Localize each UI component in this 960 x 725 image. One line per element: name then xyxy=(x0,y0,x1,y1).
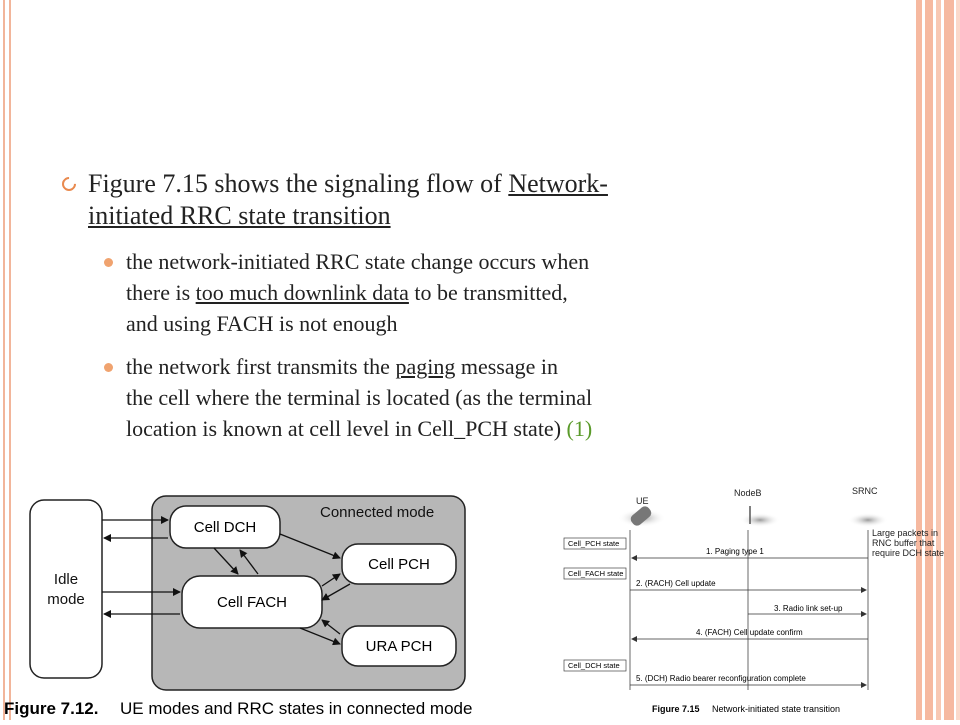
main-bullet xyxy=(62,168,842,232)
state-box-cell-fach-label: Cell_FACH state xyxy=(568,569,624,578)
entity-ue-label: UE xyxy=(636,496,649,506)
sub-bullet-1-line-1: the network-initiated RRC state change occurs when xyxy=(126,249,590,274)
note-line-1: Large packets in xyxy=(872,528,939,538)
message-3-label: 3. Radio link set-up xyxy=(774,604,843,613)
message-5-label: 5. (DCH) Radio bearer reconfiguration complete xyxy=(636,674,806,683)
figure-7-12-caption-text: UE modes and RRC states in connected mode xyxy=(120,699,473,718)
entity-srnc-label: SRNC xyxy=(852,486,878,496)
idle-mode-label-1: Idle xyxy=(53,571,79,588)
sub-bullet-1-line-3: and using FACH is not enough xyxy=(126,311,398,336)
state-cell-dch-label: Cell DCH xyxy=(193,519,257,536)
note-line-2: RNC buffer that xyxy=(872,538,935,548)
dot-bullet-icon xyxy=(104,363,113,372)
state-cell-pch-label: Cell PCH xyxy=(368,556,430,573)
figure-7-15-caption-text: Network-initiated state transition xyxy=(712,704,841,714)
rrc-state-diagram xyxy=(0,488,520,720)
sub-bullet-1-line-2-post: to be transmitted, xyxy=(408,280,568,305)
figure-7-15-caption-number: Figure 7.15 xyxy=(652,704,700,714)
figure-7-15 xyxy=(556,480,960,720)
figure-7-12 xyxy=(0,488,520,720)
state-box-cell-dch-label: Cell_DCH state xyxy=(568,661,620,670)
sub-bullet-1 xyxy=(104,246,842,339)
message-4-label: 4. (FACH) Cell update confirm xyxy=(696,628,803,637)
message-2-label: 2. (RACH) Cell update xyxy=(636,579,716,588)
idle-mode-label-2: mode xyxy=(47,591,85,608)
sub-bullet-2 xyxy=(104,351,842,444)
connected-mode-label: Connected mode xyxy=(320,504,435,521)
sub-bullet-2-line-2: the cell where the terminal is located (as the terminal xyxy=(126,385,593,410)
slide-content xyxy=(62,168,842,444)
figure-7-12-caption-number: Figure 7.12. xyxy=(4,699,99,718)
sub-bullet-2-line-1-pre: the network first transmits the xyxy=(126,354,396,379)
sub-bullet-1-underlined: too much downlink data xyxy=(195,280,409,305)
sub-bullet-2-line-3-pre: location is known at cell level in Cell_PCH state) xyxy=(126,416,567,441)
dot-bullet-icon xyxy=(104,258,113,267)
idle-mode-box xyxy=(30,500,102,678)
main-bullet-underlined-2: initiated RRC state transition xyxy=(88,201,391,230)
nodeb-tower-icon xyxy=(740,513,780,527)
state-ura-pch-label: URA PCH xyxy=(365,638,433,655)
state-cell-fach-label: Cell FACH xyxy=(216,594,288,611)
ring-bullet-icon xyxy=(59,174,79,194)
sub-bullet-1-line-2-pre: there is xyxy=(126,280,196,305)
sub-bullet-2-line-1-post: message in xyxy=(455,354,558,379)
entity-nodeb-label: NodeB xyxy=(734,488,762,498)
signaling-flow-diagram xyxy=(556,480,960,720)
main-bullet-underlined-1: Network- xyxy=(508,169,608,198)
note-line-3: require DCH state xyxy=(872,548,945,558)
main-bullet-text: Figure 7.15 shows the signaling flow of xyxy=(88,169,509,198)
sub-bullet-2-reference: (1) xyxy=(566,416,593,441)
srnc-icon xyxy=(848,513,888,527)
state-box-cell-pch-label: Cell_PCH state xyxy=(568,539,620,548)
sub-bullet-2-underlined: paging xyxy=(395,354,456,379)
message-1-label: 1. Paging type 1 xyxy=(706,547,764,556)
